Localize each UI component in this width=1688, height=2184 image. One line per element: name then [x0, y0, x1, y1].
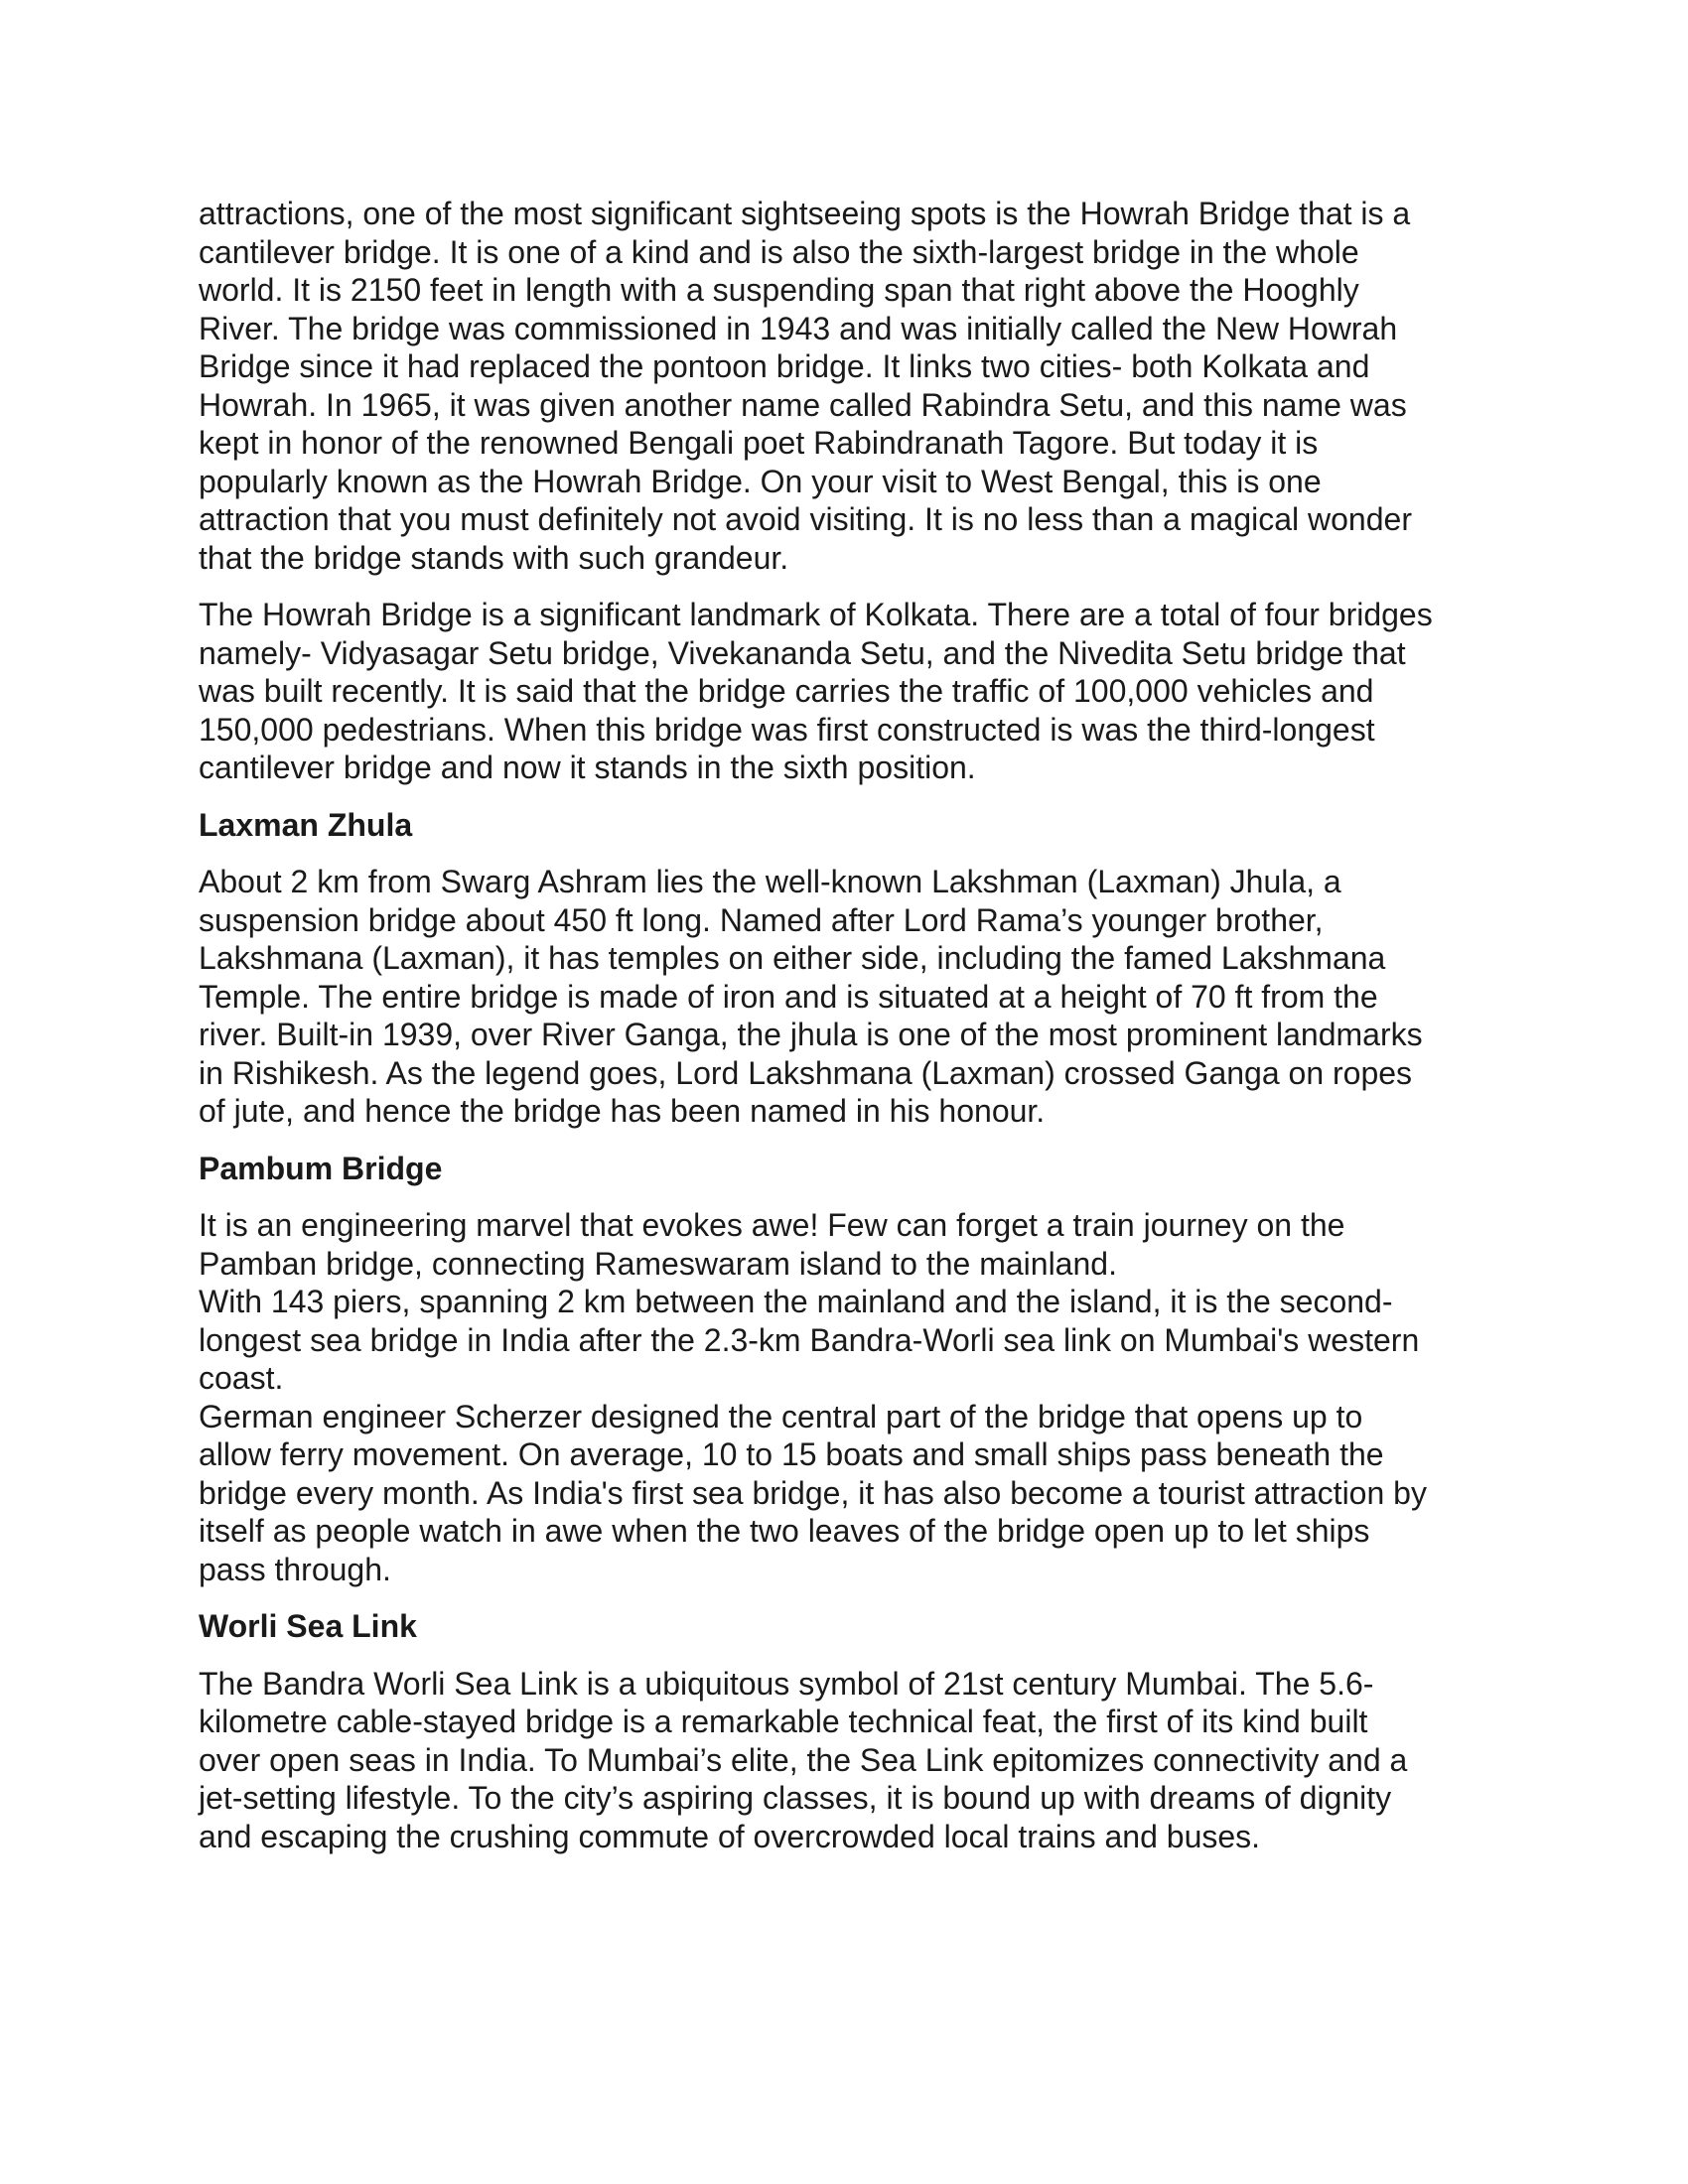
- text-line: It is an engineering marvel that evokes awe! Few can forget a train journey on the: [199, 1207, 1345, 1243]
- text-line: kept in honor of the renowned Bengali poet Rabindranath Tagore. But today it is: [199, 425, 1319, 461]
- text-line: in Rishikesh. As the legend goes, Lord Lakshmana (Laxman) crossed Ganga on ropes: [199, 1054, 1413, 1091]
- text-line: of jute, and hence the bridge has been named in his honour.: [199, 1093, 1046, 1129]
- text-line: was built recently. It is said that the bridge carries the traffic of 100,000 vehicles and: [199, 673, 1374, 709]
- text-line: bridge every month. As India's first sea bridge, it has also become a tourist attraction by: [199, 1474, 1427, 1511]
- text-line: The Howrah Bridge is a significant landmark of Kolkata. There are a total of four bridges: [199, 597, 1433, 632]
- text-line: cantilever bridge. It is one of a kind and is also the sixth-largest bridge in the whole: [199, 233, 1359, 270]
- text-line: that the bridge stands with such grandeur.: [199, 539, 789, 576]
- text-line: Lakshmana (Laxman), it has temples on either side, including the famed Lakshmana: [199, 940, 1386, 976]
- paragraph-howrah-intro: [199, 195, 1489, 577]
- text-line: longest sea bridge in India after the 2.3-km Bandra-Worli sea link on Mumbai's western: [199, 1321, 1420, 1358]
- text-line: over open seas in India. To Mumbai’s elite, the Sea Link epitomizes connectivity and a: [199, 1741, 1408, 1778]
- text-line: popularly known as the Howrah Bridge. On your visit to West Bengal, this is one: [199, 463, 1322, 499]
- text-line: The Bandra Worli Sea Link is a ubiquitous symbol of 21st century Mumbai. The 5.6-: [199, 1665, 1374, 1702]
- heading-text: Laxman Zhula: [199, 806, 413, 843]
- paragraph-worli-sea-link: [199, 1665, 1489, 1856]
- heading-worli-sea-link: [199, 1607, 1489, 1646]
- text-line: world. It is 2150 feet in length with a suspending span that right above the Hooghly: [199, 272, 1359, 308]
- text-line: kilometre cable-stayed bridge is a remarkable technical feat, the first of its kind built: [199, 1704, 1368, 1739]
- text-line: jet-setting lifestyle. To the city’s aspiring classes, it is bound up with dreams of dignity: [199, 1780, 1392, 1816]
- text-line: About 2 km from Swarg Ashram lies the well-known Lakshman (Laxman) Jhula, a: [199, 864, 1341, 899]
- text-line: attraction that you must definitely not avoid visiting. It is no less than a magical wonder: [199, 501, 1412, 537]
- heading-laxman-zhula: [199, 806, 1489, 845]
- heading-pambum-bridge: [199, 1150, 1489, 1188]
- text-line: German engineer Scherzer designed the central part of the bridge that opens up to: [199, 1398, 1363, 1434]
- text-line: cantilever bridge and now it stands in the sixth position.: [199, 750, 976, 785]
- text-line: Temple. The entire bridge is made of iron and is situated at a height of 70 ft from the: [199, 978, 1378, 1015]
- paragraph-howrah-landmark: [199, 596, 1489, 787]
- paragraph-pambum-bridge: [199, 1206, 1489, 1588]
- text-line: Bridge since it had replaced the pontoon bridge. It links two cities- both Kolkata and: [199, 348, 1370, 384]
- heading-text: Pambum Bridge: [199, 1150, 443, 1186]
- text-line: 150,000 pedestrians. When this bridge was first constructed is was the third-longest: [199, 711, 1375, 748]
- text-line: and escaping the crushing commute of overcrowded local trains and buses.: [199, 1818, 1261, 1854]
- text-line: Howrah. In 1965, it was given another name called Rabindra Setu, and this name was: [199, 386, 1407, 423]
- document-page: [199, 195, 1489, 1874]
- text-line: pass through.: [199, 1551, 391, 1587]
- text-line: attractions, one of the most significant sightseeing spots is the Howrah Bridge that is a: [199, 196, 1411, 231]
- text-line: itself as people watch in awe when the two leaves of the bridge open up to let ships: [199, 1513, 1370, 1549]
- text-line: River. The bridge was commissioned in 1943 and was initially called the New Howrah: [199, 310, 1398, 346]
- paragraph-laxman-zhula: [199, 863, 1489, 1131]
- text-line: coast.: [199, 1360, 284, 1396]
- text-line: river. Built-in 1939, over River Ganga, the jhula is one of the most prominent landmarks: [199, 1017, 1423, 1052]
- text-line: With 143 piers, spanning 2 km between the mainland and the island, it is the second-: [199, 1284, 1393, 1319]
- text-line: Pamban bridge, connecting Rameswaram island to the mainland.: [199, 1245, 1117, 1282]
- text-line: namely- Vidyasagar Setu bridge, Vivekananda Setu, and the Nivedita Setu bridge that: [199, 634, 1406, 671]
- heading-text: Worli Sea Link: [199, 1608, 417, 1644]
- text-line: suspension bridge about 450 ft long. Named after Lord Rama’s younger brother,: [199, 901, 1324, 938]
- text-line: allow ferry movement. On average, 10 to 15 boats and small ships pass beneath the: [199, 1436, 1384, 1472]
